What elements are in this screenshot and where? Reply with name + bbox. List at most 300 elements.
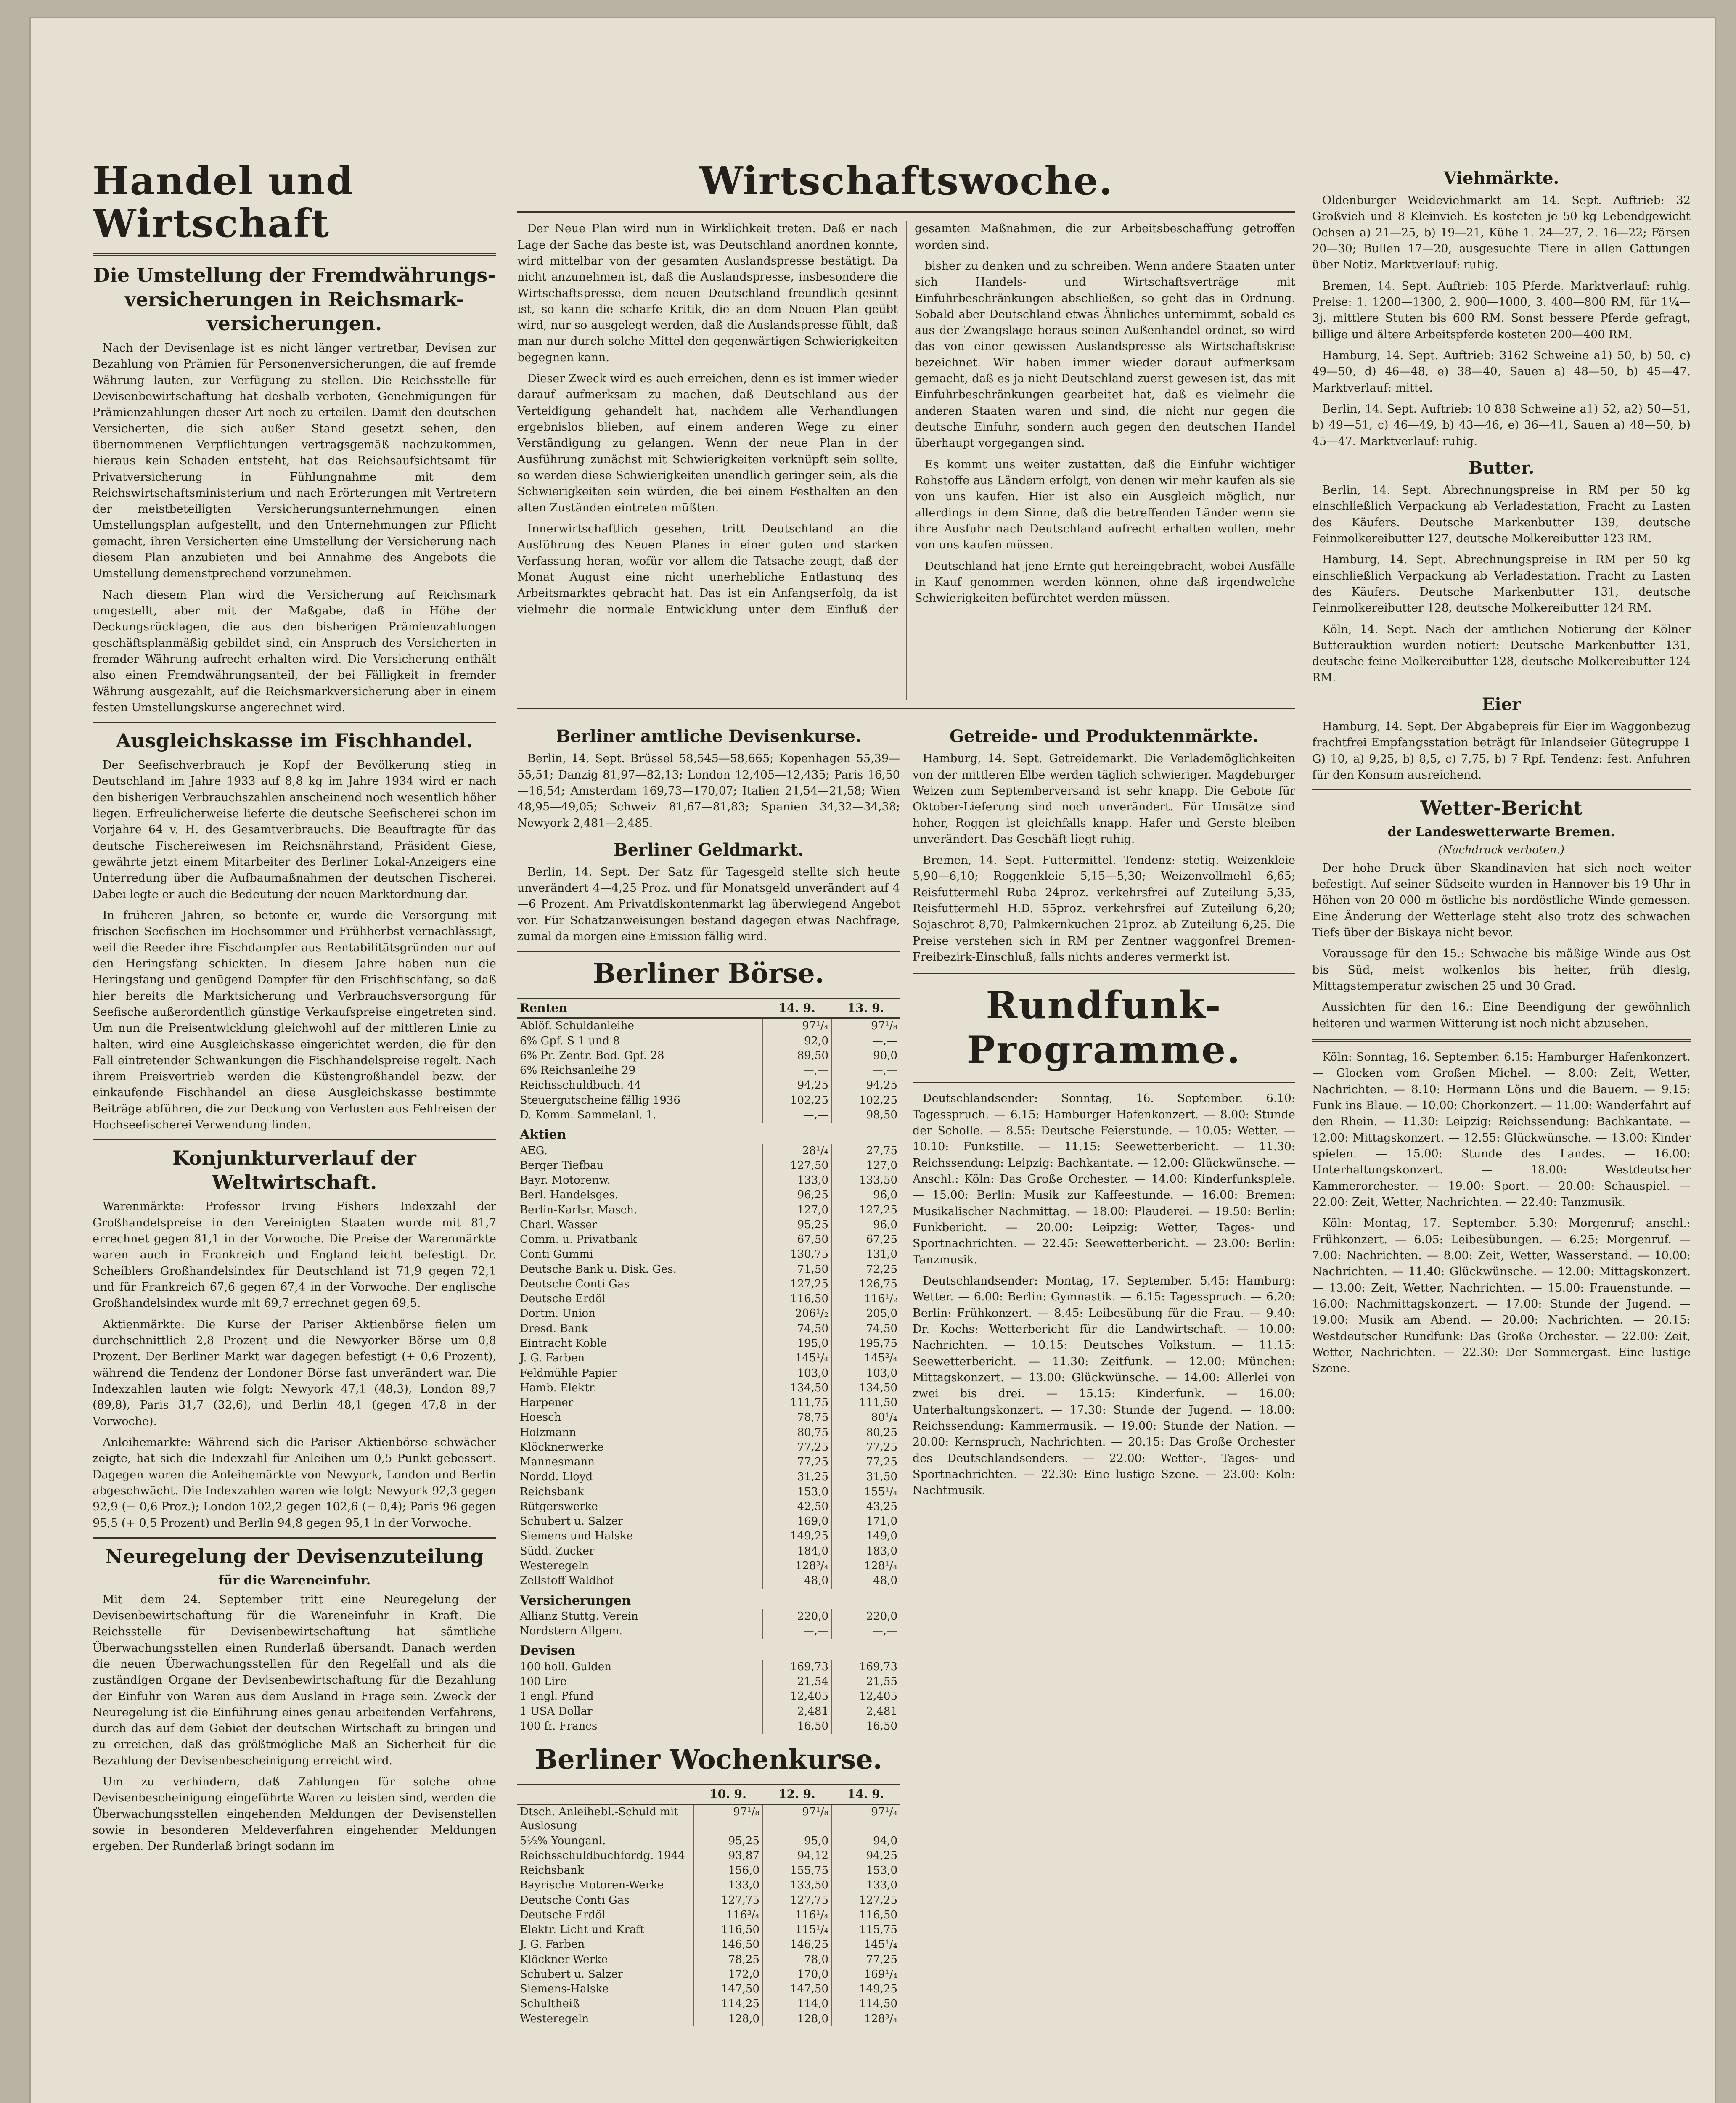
- quote-value: 94,25: [831, 1078, 900, 1093]
- quote-value: 171,0: [831, 1514, 900, 1529]
- quote-value: 149,25: [831, 1982, 900, 1997]
- quote-value: 102,25: [762, 1093, 831, 1108]
- quote-value: 97¹/₄: [762, 1018, 831, 1034]
- quote-value: 155¹/₄: [831, 1485, 900, 1499]
- quote-value: 93,87: [693, 1849, 762, 1863]
- security-name: 6% Reichsanleihe 29: [520, 1064, 636, 1077]
- table-section-row: [517, 1123, 900, 1143]
- table-header-date: 12. 9.: [762, 1785, 831, 1804]
- security-name: 100 holl. Gulden: [520, 1660, 612, 1673]
- left-column: [93, 160, 496, 2103]
- quote-value: 67,25: [831, 1232, 900, 1247]
- article-paragraph: Nach diesem Plan wird die Versicherung auf Reichsmark umgestellt, aber mit der Maßgabe, daß in Höhe der Deckungsrücklagen, die aus den bisherigen Prämienzahlungen geschäftsplanmäßig gebildet sind, ein Anspruch des Versicherten in fremder Währung aufrecht erhalten wird. Die Versicherung enthält also einen Fremdwährungsanteil, der bei Fälligkeit in fremder Währung ausgezahlt, auf die Reichsmarkversicherung aber in einem festen Umstellungskurse angerechnet wird.: [93, 588, 496, 715]
- quote-value: 27,75: [831, 1144, 900, 1158]
- quote-value: 12,405: [762, 1689, 831, 1704]
- quote-value: 149,25: [762, 1529, 831, 1544]
- quote-value: 42,50: [762, 1499, 831, 1514]
- security-name: Westeregeln: [520, 1559, 589, 1572]
- quote-value: 169¹/₄: [831, 1967, 900, 1982]
- devisen-text: Berlin, 14. Sept. Brüssel 58,545—58,665; Kopenhagen 55,39—55,51; Danzig 81,97—82,13; London 12,405—12,435; Paris 16,50—16,54; Amsterdam 169,73—170,07; Italien 21,54—21,58; Wien 48,95—49,05; Schweiz 81,67—81,83; Spanien 34,32—34,38; Newyork 2,481—2,485.: [517, 752, 900, 830]
- security-name: Deutsche Erdöl: [520, 1908, 606, 1921]
- article-paragraph: Bremen, 14. Sept. Auftrieb: 105 Pferde. Marktverlauf: ruhig. Preise: 1. 1200—1300, 2. 900—1000, 3. 400—800 RM, für 1¼—3j. mittlere Stuten bis 600 RM. Sonst bessere Pferde gefragt, billige und ältere Arbeitspferde kosteten 200—400 RM.: [1312, 279, 1691, 341]
- quote-value: 127,75: [762, 1893, 831, 1908]
- quote-value: 206¹/₂: [762, 1306, 831, 1321]
- quote-value: 184,0: [762, 1544, 831, 1559]
- security-name: 6% Gpf. S 1 und 8: [520, 1034, 620, 1047]
- vieh-title: Viehmärkte.: [1443, 168, 1559, 188]
- table-row: [517, 1108, 900, 1123]
- quote-value: 169,0: [762, 1514, 831, 1529]
- quote-value: 77,25: [831, 1952, 900, 1967]
- table-section-row: [517, 1589, 900, 1609]
- quote-value: 172,0: [693, 1967, 762, 1982]
- security-name: Dtsch. Anleihebl.-Schuld mit Auslosung: [520, 1805, 678, 1833]
- quote-value: 102,25: [831, 1093, 900, 1108]
- table-row: [517, 1849, 900, 1863]
- security-name: Harpener: [520, 1396, 574, 1409]
- rundfunk-title: Rundfunk-Programme.: [966, 983, 1241, 1073]
- quote-value: 80,75: [762, 1425, 831, 1440]
- table-row: [517, 1351, 900, 1366]
- quote-value: 94,25: [762, 1078, 831, 1093]
- divider: [93, 1139, 496, 1140]
- butter-title: Butter.: [1468, 458, 1535, 478]
- quote-value: 97¹/₈: [693, 1804, 762, 1833]
- quote-value: 133,50: [762, 1878, 831, 1893]
- security-name: J. G. Farben: [520, 1938, 585, 1951]
- produkten-column: [913, 718, 1295, 2026]
- quote-value: 114,0: [762, 1997, 831, 2011]
- security-name: Schubert u. Salzer: [520, 1968, 623, 1981]
- security-name: Siemens-Halske: [520, 1983, 609, 1996]
- security-name: Schultheiß: [520, 1997, 580, 2010]
- quote-value: —,—: [831, 1034, 900, 1049]
- wochen-table-body: [517, 1804, 900, 2026]
- table-row: [517, 1158, 900, 1173]
- boerse-table-body: [517, 1018, 900, 1734]
- article-subtitle: für die Wareneinfuhr.: [218, 1573, 371, 1588]
- quote-value: 71,50: [762, 1262, 831, 1277]
- security-name: Ablöf. Schuldanleihe: [520, 1020, 634, 1033]
- security-name: Deutsche Conti Gas: [520, 1277, 630, 1290]
- quote-value: 78,75: [762, 1410, 831, 1425]
- quote-value: 94,12: [762, 1849, 831, 1863]
- table-header-date: 14. 9.: [831, 1785, 900, 1804]
- table-row: [517, 1410, 900, 1425]
- table-row: [517, 1173, 900, 1188]
- table-row: [517, 1609, 900, 1624]
- table-row: [517, 1485, 900, 1499]
- quote-value: 145¹/₄: [831, 1937, 900, 1952]
- table-header-date: 13. 9.: [831, 999, 900, 1018]
- quote-value: 21,54: [762, 1674, 831, 1689]
- security-name: Reichsschuldbuchfordg. 1944: [520, 1849, 685, 1862]
- divider: [1312, 1039, 1691, 1042]
- security-name: Bayr. Motorenw.: [520, 1174, 611, 1187]
- quote-value: 116,50: [831, 1908, 900, 1923]
- quote-value: 220,0: [831, 1609, 900, 1624]
- security-name: Reichsbank: [520, 1864, 584, 1877]
- quote-value: 146,50: [693, 1937, 762, 1952]
- table-section-label: Aktien: [520, 1127, 566, 1142]
- table-row: [517, 1893, 900, 1908]
- middle-column: [517, 160, 1295, 2103]
- security-name: Berl. Handelsges.: [520, 1189, 619, 1202]
- security-name: J. G. Farben: [520, 1352, 585, 1365]
- article-paragraph: Anleihemärkte: Während sich die Pariser Aktienbörse schwächer zeigte, hat sich die Indexzahl für Anleihen um 0,5 Punkt gebessert. Dagegen waren die Anleihemärkte von Newyork, London und Berlin abgeschwächt. Die Indexzahlen waren wie folgt: Newyork 92,3 gegen 92,9 (− 0,6 Proz.); London 102,2 gegen 102,6 (− 0,4); Paris 96 gegen 95,5 (+ 0,5 Prozent) und Berlin 94,8 gegen 95,1 in der Vorwoche.: [93, 1436, 496, 1530]
- table-row: [517, 1997, 900, 2011]
- security-name: Nordstern Allgem.: [520, 1625, 623, 1638]
- wirtschaftswoche-title: Wirtschaftswoche.: [699, 160, 1113, 204]
- quote-value: 31,25: [762, 1470, 831, 1484]
- security-name: Reichsschuldbuch. 44: [520, 1079, 641, 1092]
- security-name: 6% Pr. Zentr. Bod. Gpf. 28: [520, 1049, 664, 1062]
- quote-value: 111,75: [762, 1396, 831, 1410]
- security-name: Klöckner-Werke: [520, 1953, 608, 1966]
- wetter-subtitle: der Landeswetterwarte Bremen.: [1387, 824, 1615, 840]
- security-name: Feldmühle Papier: [520, 1367, 617, 1380]
- eier-title: Eier: [1482, 694, 1521, 714]
- article-title-devisenzuteilung: Neuregelung der Devisenzuteilung: [105, 1545, 484, 1568]
- article-paragraph: Nach der Devisenlage ist es nicht länger vertretbar, Devisen zur Bezahlung von Prämien für Personenversicherungen, die auf fremde Währung lauten, zur Verfügung zu stellen. Die Reichsstelle für Devisenbewirtschaftung hat deshalb verboten, Genehmigungen für Prämienzahlungen dieser Art noch zu erteilen. Damit den deutschen Versicherten, die sich außer Stand gesetzt sehen, den übernommenen Verpflichtungen vertragsgemäß nachzukommen, hieraus kein Schaden entsteht, hat das Reichsaufsichtsamt für Privatversicherung in Fühlungnahme mit dem Reichswirtschaftsministerium und nach Erörterungen mit Vertretern der meistbeteiligten Versicherungsunternehmungen einen Umstellungsplan aufgestellt, und den Unternehmungen zur Pflicht gemacht, ihren Versicherten eine Umstellung der Versicherung nach diesem Plan anzubieten und bei Annahme des Angebots die Umstellung demenstprechend vorzunehmen.: [93, 341, 496, 580]
- table-section-label: Devisen: [520, 1643, 575, 1658]
- table-row: [517, 1277, 900, 1292]
- wirtschaftswoche-body: [517, 221, 1295, 700]
- quote-value: 146,25: [762, 1937, 831, 1952]
- table-row: [517, 1982, 900, 1997]
- quote-value: —,—: [762, 1624, 831, 1639]
- quote-value: —,—: [762, 1108, 831, 1123]
- security-name: Bayrische Motoren-Werke: [520, 1879, 664, 1892]
- quote-value: 96,0: [831, 1218, 900, 1232]
- security-name: Zellstoff Waldhof: [520, 1574, 614, 1587]
- quote-value: 72,25: [831, 1262, 900, 1277]
- wochen-title: Berliner Wochenkurse.: [535, 1744, 883, 1776]
- quote-value: 77,25: [831, 1440, 900, 1455]
- table-row: [517, 1967, 900, 1982]
- quote-value: 169,73: [762, 1660, 831, 1674]
- quote-value: 77,25: [762, 1455, 831, 1470]
- quote-value: 2,481: [831, 1704, 900, 1719]
- table-row: [517, 1937, 900, 1952]
- divider: [1312, 789, 1691, 790]
- table-row: [517, 1455, 900, 1470]
- quote-value: 205,0: [831, 1306, 900, 1321]
- security-name: Südd. Zucker: [520, 1544, 595, 1557]
- table-row: [517, 1834, 900, 1849]
- quote-value: 80¹/₄: [831, 1410, 900, 1425]
- table-row: [517, 1425, 900, 1440]
- quote-value: 169,73: [831, 1660, 900, 1674]
- quote-value: 183,0: [831, 1544, 900, 1559]
- article-paragraph: Dieser Zweck wird es auch erreichen, denn es ist immer wieder darauf aufmerksam zu machen, daß Deutschland aus der Verteidigung gehandelt hat, nachdem alle Verhandlungen ergebnislos blieben, auf einem anderen Wege zu einer Verständigung zu gelangen. Wenn der neue Plan in der Ausführung zunächst mit Schwierigkeiten verknüpft sein sollte, so werden diese Schwierigkeiten unendlich geringer sein, als die Schwierigkeiten sein würden, die bei einem Festhalten an den alten Zuständen eintreten müßten.: [517, 372, 898, 514]
- newspaper-page: [29, 17, 1716, 2103]
- boerse-table: [517, 998, 900, 1734]
- table-row: [517, 1719, 900, 1734]
- article-title-konjunktur: Konjunkturverlauf der Weltwirtschaft.: [172, 1147, 416, 1194]
- article-title-ausgleichskasse: Ausgleichskasse im Fischhandel.: [116, 729, 473, 752]
- quote-value: 145¹/₄: [762, 1351, 831, 1366]
- boerse-title: Berliner Börse.: [593, 958, 824, 990]
- wetter-note: (Nachdruck verboten.): [1438, 843, 1564, 856]
- quote-value: 116¹/₂: [831, 1292, 900, 1306]
- quote-value: 95,0: [762, 1834, 831, 1849]
- quote-value: 128,0: [762, 2012, 831, 2026]
- quote-value: 128,0: [693, 2012, 762, 2026]
- table-row: [517, 1952, 900, 1967]
- quote-value: 116,50: [693, 1923, 762, 1937]
- quote-value: 2,481: [762, 1704, 831, 1719]
- quote-value: 78,25: [693, 1952, 762, 1967]
- quote-value: 28¹/₄: [762, 1144, 831, 1158]
- quote-value: 98,50: [831, 1108, 900, 1123]
- security-name: Schubert u. Salzer: [520, 1515, 623, 1528]
- table-row: [517, 1218, 900, 1232]
- quote-value: 92,0: [762, 1034, 831, 1049]
- table-row: [517, 1624, 900, 1639]
- article-paragraph: Hamburg, 14. Sept. Abrechnungspreise in RM per 50 kg einschließlich Verpackung ab Verladestation. Fracht zu Lasten des Käufers. Deutsche Markenbutter 131, deutsche Feinmolkereibutter 128, deutsche Molkereibutter 124 RM.: [1312, 553, 1691, 615]
- security-name: 1 USA Dollar: [520, 1705, 593, 1718]
- quote-value: 114,25: [693, 1997, 762, 2011]
- quote-value: 116¹/₄: [762, 1908, 831, 1923]
- geldmarkt-text: Berlin, 14. Sept. Der Satz für Tagesgeld stellte sich heute unverändert 4—4,25 Proz. und für Monatsgeld unverändert auf 4—6 Prozent. Am Privatdiskontenmarkt lag überwiegend Angebot vor. Für Schatzanweisungen bestand dagegen etwas Nachfrage, zumal da morgen eine Emission fällig wird.: [517, 865, 900, 943]
- article-paragraph: Hamburg, 14. Sept. Getreidemarkt. Die Verlademöglichkeiten von der mittleren Elbe werden täglich schwieriger. Magdeburger Weizen zum Septemberversand ist sehr knapp. Die Gebote für Oktober-Lieferung sind noch unverändert. Für Umsätze sind hoher, Roggen ist gleichfalls knapp. Hafer und Gerste bleiben unverändert. Das Geschäft liegt ruhig.: [913, 752, 1295, 846]
- quote-value: 127,25: [831, 1203, 900, 1218]
- table-row: [517, 1262, 900, 1277]
- article-paragraph: Voraussage für den 15.: Schwache bis mäßige Winde aus Ost bis Süd, meist wolkenlos bis heiter, früh diesig, Mittagstemperatur zwischen 25 und 30 Grad.: [1312, 947, 1691, 993]
- security-name: Siemens und Halske: [520, 1530, 633, 1543]
- table-row: [517, 1063, 900, 1078]
- quote-value: 67,50: [762, 1232, 831, 1247]
- divider: [517, 211, 1295, 213]
- quote-value: 116³/₄: [693, 1908, 762, 1923]
- quote-value: 127,25: [762, 1277, 831, 1292]
- security-name: Berlin-Karlsr. Masch.: [520, 1203, 638, 1216]
- section-masthead: Handel und Wirtschaft: [93, 160, 354, 246]
- article-paragraph: Um zu verhindern, daß Zahlungen für solche ohne Devisenbescheinigung eingeführte Waren zu leisten sind, werden die Überwachungsstellen eingehenden Meldungen der Devisenstellen sowie in besonderen Meldeverfahren eingehender Meldungen ergeben. Der Runderlaß bringt sodann im: [93, 1775, 496, 1853]
- quote-value: 116,50: [762, 1292, 831, 1306]
- article-paragraph: Es kommt uns weiter zustatten, daß die Einfuhr wichtiger Rohstoffe aus Ländern erfolgt, von denen wir mehr kaufen als sie von uns kaufen. Hier ist also ein Ausgleich möglich, nur allerdings in dem Sinne, daß die betreffenden Länder wenn sie ihre Ausfuhr nach Deutschland aufrecht erhalten wollen, mehr von uns kaufen müssen.: [915, 458, 1295, 552]
- article-paragraph: Berlin, 14. Sept. Auftrieb: 10 838 Schweine a1) 52, a2) 50—51, b) 49—51, c) 46—49, b) 43—46, e) 36—41, Sauen a) 48—50, b) 45—47. Marktverlauf: ruhig.: [1312, 402, 1691, 448]
- security-name: Nordd. Lloyd: [520, 1470, 593, 1483]
- table-row: [517, 1247, 900, 1262]
- quote-value: 127,50: [762, 1158, 831, 1173]
- quote-value: 128³/₄: [762, 1559, 831, 1573]
- quote-value: 48,0: [762, 1573, 831, 1588]
- table-row: [517, 1366, 900, 1381]
- table-row: [517, 1704, 900, 1719]
- quote-value: 74,50: [831, 1322, 900, 1336]
- quote-value: 90,0: [831, 1049, 900, 1063]
- security-name: Dortm. Union: [520, 1307, 595, 1320]
- article-paragraph: Hamburg, 14. Sept. Der Abgabepreis für Eier im Waggonbezug frachtfrei Empfangsstation beträgt für Inlandseier Gütegruppe 1 G) 10, a) 9,25, b) 8,5, c) 7,75, b) 7 Rpf. Tendenz: fest. Anfuhren für den Konsum ausreichend.: [1312, 720, 1691, 781]
- quote-value: 94,0: [831, 1834, 900, 1849]
- article-paragraph: Innerwirtschaftlich gesehen, tritt Deutschland an die Ausführung des Neuen Planes in einer guten und starken Verfassung heran, wofür vor allem die Tatsache zeugt, daß der Monat August eine nicht unerhebliche Entlastung des Arbeitsmarktes gebracht hat. Das ist ein Anfangserfolg, da ist vielmehr die normale Entwicklung unter dem Einfluß der gesamten Maßnahmen, die zur Arbeitsbeschaffung getroffen worden sind.: [517, 222, 1295, 616]
- quote-value: 133,0: [693, 1878, 762, 1893]
- table-row: [517, 1440, 900, 1455]
- divider: [913, 1081, 1295, 1083]
- table-section-row: [517, 1639, 900, 1659]
- table-row: [517, 1544, 900, 1559]
- quote-value: 80,25: [831, 1425, 900, 1440]
- article-paragraph: Der hohe Druck über Skandinavien hat sich noch weiter befestigt. Auf seiner Südseite wurden in Hannover bis 19 Uhr in Höhen von 20 000 m östliche bis nordöstliche Winde gemessen. Eine Änderung der Wetterlage steht also trotz des schwachen Tiefs über der Biskaya nicht bevor.: [1312, 861, 1691, 939]
- quote-value: 97¹/₄: [831, 1804, 900, 1833]
- article-paragraph: Warenmärkte: Professor Irving Fishers Indexzahl der Großhandelspreise in den Vereinigten Staaten wurde mit 81,7 errechnet gegen 81,1 in der Vorwoche. Die Preise der Warenmärkte waren auch in Frankreich und England leicht befestigt. Dr. Scheiblers Großhandelsindex für Deutschland ist 71,9 gegen 72,1 und für Frankreich 67,6 gegen 67,4 in der Vorwoche. Der englische Großhandelsindex wurde mit 69,7 errechnet gegen 69,5.: [93, 1200, 496, 1310]
- quote-value: —,—: [831, 1624, 900, 1639]
- security-name: D. Komm. Sammelanl. 1.: [520, 1108, 656, 1121]
- security-name: 100 Lire: [520, 1675, 567, 1688]
- table-row: [517, 1514, 900, 1529]
- rundfunk-paragraph: Deutschlandsender: Sonntag, 16. September. 6.10: Tagesspruch. — 6.15: Hamburger Hafenkonzert. — 8.00: Stunde der Scholle. — 8.55: Deutsche Feierstunde. — 10.05: Wetter. — 10.10: Funkstille. — 11.15: Seewetterbericht. — 11.30: Reichssendung: Leipzig: Bachkantate. — 12.00: Glückwünsche. — Anschl.: Köln: Das Große Orchester. — 14.00: Kinderfunkspiele. — 15.00: Berlin: Musik zur Kaffeestunde. — 16.00: Bremen: Musikalischer Nachmittag. — 18.00: Plauderei. — 19.50: Berlin: Funkbericht. — 20.00: Leipzig: Wetter, Tages- und Sportnachrichten. — 22.45: Seewetterbericht. — 23.00: Berlin: Tanzmusik.: [913, 1092, 1295, 1266]
- rundfunk-paragraph: Köln: Montag, 17. September. 5.30: Morgenruf; anschl.: Frühkonzert. — 6.05: Leibesübungen. — 6.25: Morgenruf. — 7.00: Nachrichten. — 8.00: Zeit, Wetter, Wasserstand. — 10.00: Nachrichten. — 11.40: Glückwünsche. — 12.00: Mittagskonzert. — 13.00: Zeit, Wetter, Nachrichten. — 15.00: Frauenstunde. — 16.00: Nachmittagskonzert. — 17.00: Stunde der Jugend. — 19.00: Musik am Abend. — 20.00: Nachrichten. — 20.15: Westdeutscher Rundfunk: Das Große Orchester. — 22.00: Zeit, Wetter, Nachrichten. — 22.30: Der Sommergast. Eine lustige Szene.: [1312, 1217, 1691, 1375]
- security-name: Conti Gummi: [520, 1248, 593, 1261]
- quote-value: 95,25: [762, 1218, 831, 1232]
- article-title-umstellung: Die Umstellung der Fremdwährungs-versicherungen in Reichsmark-versicherungen.: [93, 264, 496, 335]
- quote-value: 74,50: [762, 1322, 831, 1336]
- table-row: [517, 1470, 900, 1484]
- article-paragraph: Deutschland hat jene Ernte gut hereingebracht, wobei Ausfälle in Kauf genommen werden können, ohne daß irgendwelche Schwierigkeiten befürchtet werden müssen.: [915, 559, 1295, 605]
- article-paragraph: In früheren Jahren, so betonte er, wurde die Versorgung mit frischen Seefischen im Hochsommer und Frühherbst vernachlässigt, weil die Reeder ihre Fischdampfer aus Rentabilitätsgründen nur auf den Heringsfang schickten. In diesem Jahre haben nun die Heringsfang und genügend Dampfer für den Frischfischfang, so daß hier bereits die Marktsicherung und Verbrauchsversorgung für Seefische außerordentlich günstige Verkaufspreise eingetreten sind. Um nun die Preisentwicklung gleichwohl auf der mittleren Linie zu halten, wird eine Ausgleichskasse eingerichtet werden, die für den Fall eintretender Schwankungen die Fischhandelspreise regelt. Nach ihrem Preisvertrieb werden die Küstengroßhandel bezw. der einkaufende Fischhandel an diese Ausgleichskasse bestimmte Beiträge abführen, die zur Deckung von Verlusten aus Fehlreisen der Hochseefischerei Verwendung finden.: [93, 908, 496, 1132]
- geldmarkt-title: Berliner Geldmarkt.: [613, 840, 804, 860]
- table-row: [517, 1034, 900, 1049]
- table-row: [517, 1559, 900, 1573]
- quote-value: 103,0: [831, 1366, 900, 1381]
- security-name: Allianz Stuttg. Verein: [520, 1610, 638, 1623]
- security-name: Dresd. Bank: [520, 1322, 588, 1335]
- table-row: [517, 2012, 900, 2026]
- table-row: [517, 1573, 900, 1588]
- security-name: Westeregeln: [520, 2012, 589, 2025]
- quote-value: 127,75: [693, 1893, 762, 1908]
- table-row: [517, 1804, 900, 1833]
- table-header-name: Renten: [517, 999, 762, 1018]
- quote-value: 127,0: [762, 1203, 831, 1218]
- table-row: [517, 1689, 900, 1704]
- table-row: [517, 1499, 900, 1514]
- article-paragraph: Der Seefischverbrauch je Kopf der Bevölkerung stieg in Deutschland im Jahre 1933 auf 8,8 kg im Jahre 1934 wird er nach den bisherigen Verbrauchszahlen anscheinend noch wesentlich höher liegen. Erfreulicherweise lieferte die deutsche Seefischerei schon im Vorjahre 64 v. H. des Gesamtverbrauchs. Die Beauftragte für das deutsche Fischereiwesen im Reichsnährstand, Präsident Giese, gewährte jetzt einem Mitarbeiter des Berliner Lokal-Anzeigers eine Unterredung über die Aufbaumaßnahmen der deutschen Fischerei. Dabei legte er auch die Bedeutung der neuen Marktordnung dar.: [93, 758, 496, 901]
- quote-value: 134,50: [762, 1381, 831, 1396]
- table-row: [517, 1203, 900, 1218]
- security-name: Reichsbank: [520, 1485, 584, 1498]
- table-row: [517, 1908, 900, 1923]
- quote-value: 195,75: [831, 1336, 900, 1351]
- quote-value: 127,25: [831, 1893, 900, 1908]
- divider: [93, 1537, 496, 1539]
- security-name: Eintracht Koble: [520, 1337, 607, 1350]
- rundfunk-paragraph: Deutschlandsender: Montag, 17. September. 5.45: Hamburg: Wetter. — 6.00: Berlin: Gymnastik. — 6.15: Tagesspruch. — 6.20: Berlin: Frühkonzert. — 8.45: Leibesübung für die Frau. — 9.40: Dr. Kochs: Wetterbericht für die Landwirtschaft. — 10.00: Nachrichten. — 10.15: Deutsches Volkstum. — 11.15: Seewetterbericht. — 11.30: Zeitfunk. — 12.00: München: Mittagskonzert. — 13.00: Glückwünsche. — 14.00: Allerlei von zwei bis drei. — 15.15: Kinderfunk. — 16.00: Unterhaltungskonzert. — 17.30: Stunde der Jugend. — 18.00: Reichssendung: Kammermusik. — 19.00: Stunde der Nation. — 20.00: Kernspruch, Nachrichten. — 20.15: Das Große Orchester des Deutschlandsenders. — 22.00: Wetter-, Tages- und Sportnachrichten. — 22.30: Eine lustige Szene. — 23.00: Köln: Nachtmusik.: [913, 1274, 1295, 1497]
- security-name: Rütgerswerke: [520, 1500, 598, 1513]
- quote-value: 115,75: [831, 1923, 900, 1937]
- security-name: Mannesmann: [520, 1456, 595, 1469]
- quote-value: 145³/₄: [831, 1351, 900, 1366]
- table-row: [517, 1093, 900, 1108]
- security-name: Holzmann: [520, 1426, 576, 1439]
- table-row: [517, 1923, 900, 1937]
- quote-value: 97¹/₈: [831, 1018, 900, 1034]
- table-row: [517, 1322, 900, 1336]
- table-header-name: [517, 1785, 693, 1804]
- quote-value: 153,0: [762, 1485, 831, 1499]
- security-name: Klöcknerwerke: [520, 1441, 604, 1454]
- quote-value: 48,0: [831, 1573, 900, 1588]
- table-row: [517, 1292, 900, 1306]
- quote-value: 133,50: [831, 1173, 900, 1188]
- security-name: 1 engl. Pfund: [520, 1690, 594, 1703]
- security-name: Elektr. Licht und Kraft: [520, 1923, 645, 1936]
- article-paragraph: Aktienmärkte: Die Kurse der Pariser Aktienbörse fielen um durchschnittlich 2,8 Prozent und die Newyorker Börse um 0,8 Prozent. Der Berliner Markt war dagegen befestigt (+ 0,6 Prozent), während die Tendenz der Londoner Börse fast unverändert war. Die Indexzahlen lauten wie folgt: Newyork 47,1 (48,3), London 89,7 (89,8), Paris 31,7 (32,6), und Berlin 48,1 (gegen 47,8 in der Vorwoche).: [93, 1318, 496, 1428]
- quote-value: 21,55: [831, 1674, 900, 1689]
- quote-value: —,—: [831, 1063, 900, 1078]
- security-name: 100 fr. Francs: [520, 1719, 598, 1732]
- divider: [517, 951, 900, 952]
- quote-value: 96,0: [831, 1188, 900, 1202]
- table-header-date: 14. 9.: [762, 999, 831, 1018]
- table-row: [517, 1018, 900, 1034]
- article-paragraph: Oldenburger Weideviehmarkt am 14. Sept. Auftrieb: 32 Großvieh und 8 Kleinvieh. Es kosteten je 50 kg Lebendgewicht Ochsen a) 21—25, b) 19—21, Kühe 1. 24—27, 2. 16—22; Färsen 20—30; Bullen 17—20, ausgesuchte Tiere in allen Gattungen über Notiz. Marktverlauf: ruhig.: [1312, 194, 1691, 272]
- quote-value: 147,50: [693, 1982, 762, 1997]
- right-column: [1312, 160, 1691, 2103]
- article-paragraph: Köln, 14. Sept. Nach der amtlichen Notierung der Kölner Butterauktion wurden notiert: Deutsche Markenbutter 131, deutsche feine Molkereibutter 128, deutsche Molkereibutter 124 RM.: [1312, 622, 1691, 684]
- rundfunk-paragraph: Köln: Sonntag, 16. September. 6.15: Hamburger Hafenkonzert. — Glocken vom Großen Michel. — 8.00: Zeit, Wetter, Nachrichten. — 8.10: Hermann Löns und die Bauern. — 9.15: Funk ins Blaue. — 10.00: Chorkonzert. — 11.00: Wanderfahrt auf den Rhein. — 11.30: Leipzig: Reichssendung: Bachkantate. — 12.00: Mittagskonzert. — 12.55: Glückwünsche. — 13.00: Kinder spielen. — 15.00: Stunde des Landes. — 16.00: Unterhaltungskonzert. — 18.00: Westdeutscher Kammerorchester. — 19.00: Sport. — 20.00: Schauspiel. — 22.00: Zeit, Wetter, Nachrichten. — 22.40: Tanzmusik.: [1312, 1050, 1691, 1209]
- security-name: Steuergutscheine fällig 1936: [520, 1094, 680, 1107]
- security-name: Deutsche Bank u. Disk. Ges.: [520, 1263, 677, 1276]
- quote-value: 128¹/₄: [831, 1559, 900, 1573]
- wetter-title: Wetter-Bericht: [1420, 797, 1583, 820]
- table-row: [517, 1232, 900, 1247]
- quote-value: 134,50: [831, 1381, 900, 1396]
- table-row: [517, 1396, 900, 1410]
- quote-value: 155,75: [762, 1863, 831, 1878]
- table-section-label: Versicherungen: [520, 1593, 631, 1608]
- quote-value: 133,0: [831, 1878, 900, 1893]
- devisen-title: Berliner amtliche Devisenkurse.: [556, 726, 861, 747]
- table-row: [517, 1660, 900, 1674]
- table-row: [517, 1336, 900, 1351]
- table-row: [517, 1863, 900, 1878]
- quote-value: 170,0: [762, 1967, 831, 1982]
- quote-value: 128³/₄: [831, 2012, 900, 2026]
- article-paragraph: Berlin, 14. Sept. Abrechnungspreise in RM per 50 kg einschließlich Verpackung ab Verladestation, Fracht zu Lasten des Käufers. Deutsche Markenbutter 139, deutsche Feinmolkereibutter 127, deutsche Molkereibutter 123 RM.: [1312, 483, 1691, 545]
- quote-value: 77,25: [762, 1440, 831, 1455]
- quote-value: 114,50: [831, 1997, 900, 2011]
- article-paragraph: Mit dem 24. September tritt eine Neuregelung der Devisenbewirtschaftung für die Wareneinfuhr in Kraft. Die Reichsstelle für Devisenbewirtschaftung hat sämtliche Überwachungsstellen einen Runderlaß übersandt. Danach werden die neuen Überwachungsstellen für den Regelfall und als die zuständigen Organe der Devisenbewirtschaftung für die Bezahlung der Einfuhr von Waren aus dem Ausland in Frage sein. Zweck der Neuregelung ist die Einführung eines genau arbeitenden Verfahrens, durch das auf dem Gebiet der deutschen Wirtschaft zu bringen und zu erreichen, daß das größtmögliche Maß an Sicherheit für die Bezahlung der Devisenbescheinigung erreicht wird.: [93, 1593, 496, 1767]
- quote-value: 133,0: [762, 1173, 831, 1188]
- wochen-table: [517, 1784, 900, 2026]
- table-row: [517, 1878, 900, 1893]
- quote-value: 97¹/₈: [762, 1804, 831, 1833]
- quote-value: 111,50: [831, 1396, 900, 1410]
- divider: [913, 973, 1295, 975]
- quote-value: 43,25: [831, 1499, 900, 1514]
- quote-value: 126,75: [831, 1277, 900, 1292]
- table-row: [517, 1306, 900, 1321]
- boerse-column: [517, 718, 900, 2026]
- security-name: Charl. Wasser: [520, 1218, 597, 1231]
- quote-value: 95,25: [693, 1834, 762, 1849]
- quote-value: 195,0: [762, 1336, 831, 1351]
- table-row: [517, 1049, 900, 1063]
- quote-value: 94,25: [831, 1849, 900, 1863]
- quote-value: 147,50: [762, 1982, 831, 1997]
- quote-value: 149,0: [831, 1529, 900, 1544]
- quote-value: 16,50: [762, 1719, 831, 1734]
- article-paragraph: Der Neue Plan wird nun in Wirklichkeit treten. Daß er nach Lage der Sache das beste ist, was Deutschland anordnen konnte, wird mittelbar von der gesamten Auslandspresse bestätigt. Da nicht anzunehmen ist, daß die Auslandspresse, insbesondere die Wirtschaftspresse, dem neuen Deutschland freundlich gesinnt ist, so kann die scharfe Kritik, die an dem Neuen Plan geübt wird, nur so ausgelegt werden, daß die Auslandspresse fühlt, daß man nur durch solche Mittel den gegenwärtigen Schwierigkeiten begegnen kann.: [517, 222, 898, 364]
- article-paragraph: Aussichten für den 16.: Eine Beendigung der gewöhnlich heiteren und warmen Witterung ist noch nicht abzusehen.: [1312, 1001, 1691, 1030]
- table-row: [517, 1674, 900, 1689]
- quote-value: 103,0: [762, 1366, 831, 1381]
- quote-value: 77,25: [831, 1455, 900, 1470]
- article-paragraph: Bremen, 14. Sept. Futtermittel. Tendenz: stetig. Weizenkleie 5,90—6,10; Roggenkleie 5,15—5,30; Weizenvollmehl 6,65; Reisfuttermehl Ruba 24proz. verkehrsfrei auf Zuteilung 5,35, Reisfuttermehl H.D. 55proz. verkehrsfrei auf Zuteilung 6,20; Sojaschrot 8,70; Palmkernkuchen 21proz. ab Zuteilung 6,25. Die Preise verstehen sich in RM per Zentner waggonfrei Bremen-Freibezirk-Einschluß, falls nichts anderes vermerkt ist.: [913, 854, 1295, 964]
